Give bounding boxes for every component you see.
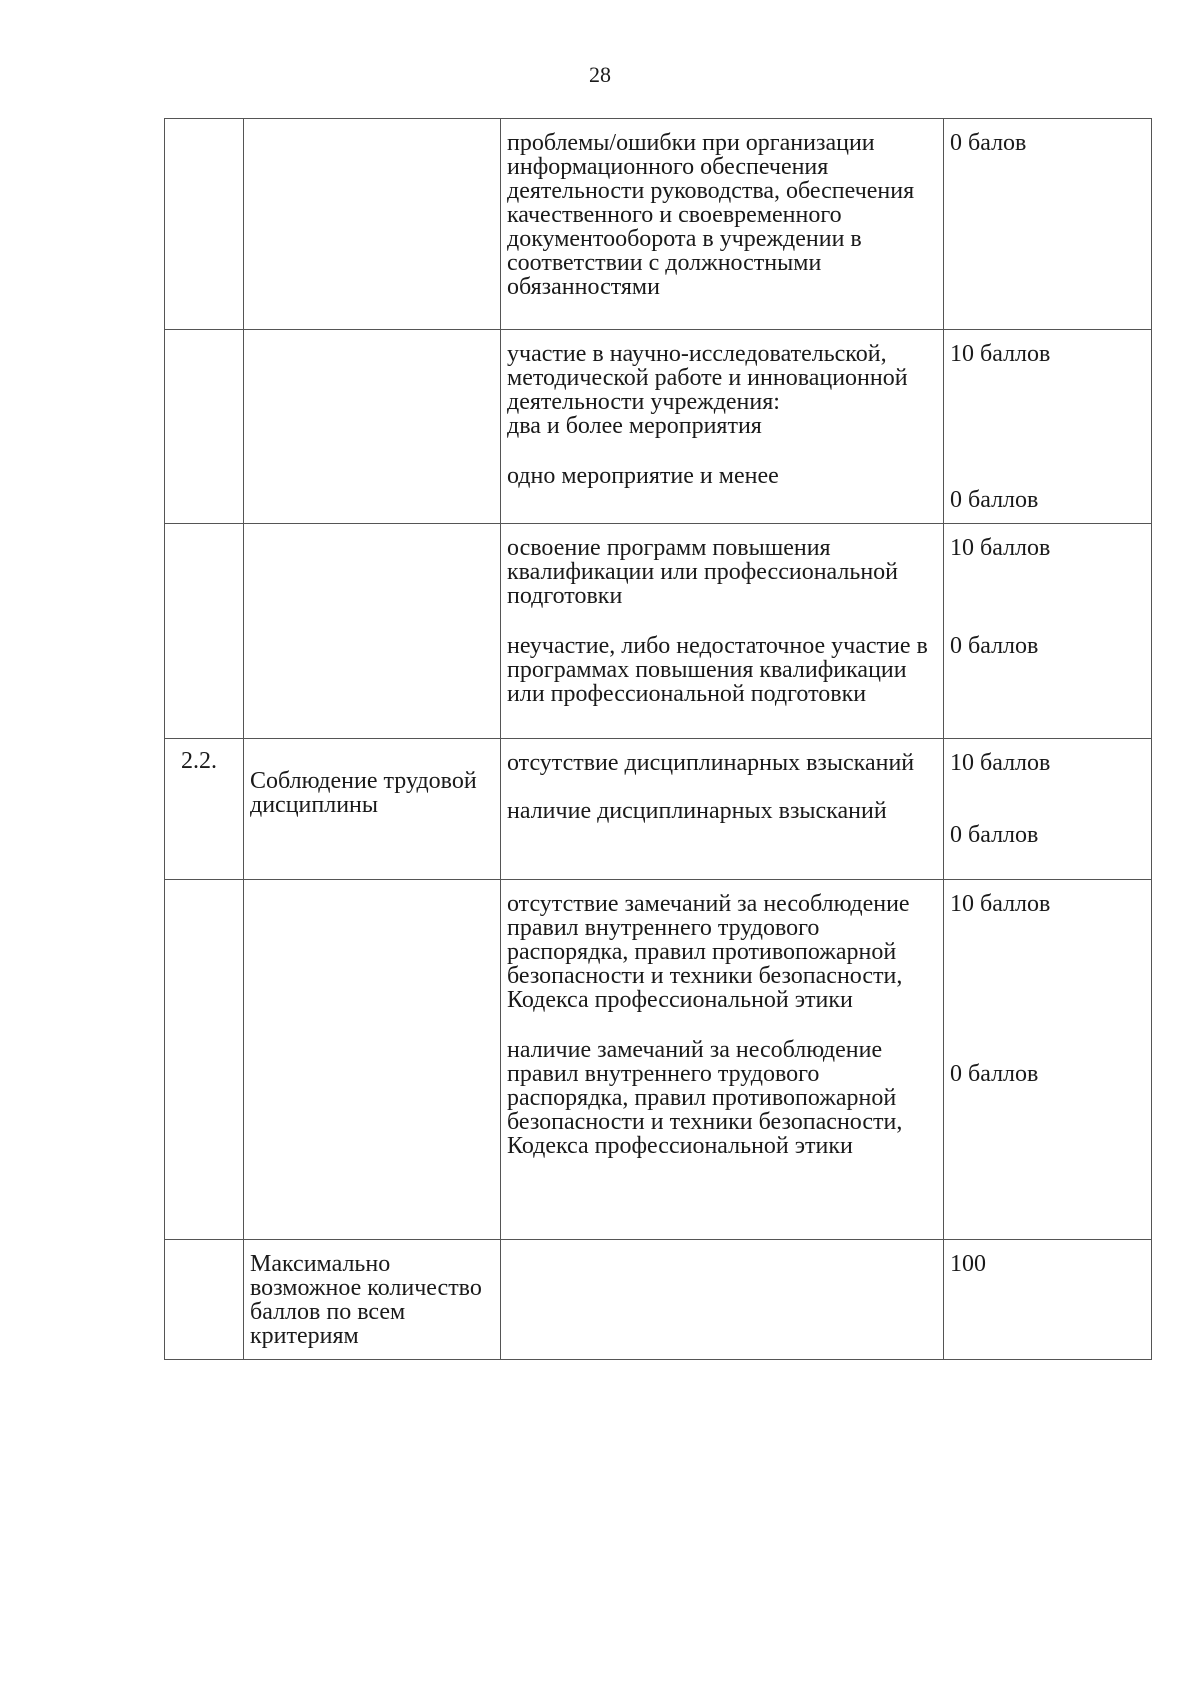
criterion-cell xyxy=(244,119,501,330)
number-cell xyxy=(165,330,244,524)
number-cell xyxy=(165,1240,244,1360)
score-value: 0 баллов xyxy=(950,822,1039,848)
criterion-text: Соблюдение трудовой дисциплины xyxy=(250,768,477,818)
score-value: 10 баллов xyxy=(950,535,1051,561)
indicator-text: наличие дисциплинарных взысканий xyxy=(507,798,887,824)
criterion-cell xyxy=(244,1240,501,1360)
indicator-cell xyxy=(501,880,944,1240)
number-cell xyxy=(165,119,244,330)
score-cell xyxy=(944,524,1152,739)
indicator-text: неучастие, либо недостаточное участие в программах повышения квалификации или профессиональной подготовки xyxy=(507,633,928,707)
criterion-cell xyxy=(244,330,501,524)
indicator-cell xyxy=(501,1240,944,1360)
score-value: 0 баллов xyxy=(950,487,1039,513)
indicator-cell xyxy=(501,119,944,330)
criterion-text: Максимально возможное количество баллов по всем критериям xyxy=(250,1251,482,1349)
score-cell xyxy=(944,330,1152,524)
indicator-cell xyxy=(501,739,944,880)
score-value: 0 баллов xyxy=(950,1061,1039,1087)
indicator-text: отсутствие замечаний за несоблюдение правил внутреннего трудового распорядка, правил противопожарной безопасности и техники безопасности, Кодекса профессиональной этики xyxy=(507,891,910,1013)
indicator-text: проблемы/ошибки при организации информационного обеспечения деятельности руководства, обеспечения качественного и своевременного документооборота в учреждении в соответствии с должностными обязанностями xyxy=(507,130,915,300)
score-value: 0 балов xyxy=(950,130,1027,156)
score-cell xyxy=(944,739,1152,880)
indicator-text: отсутствие дисциплинарных взысканий xyxy=(507,750,915,776)
indicator-text: два и более мероприятия xyxy=(507,413,762,439)
indicator-text: одно мероприятие и менее xyxy=(507,463,779,489)
number-cell xyxy=(165,524,244,739)
page-number: 28 xyxy=(589,62,611,87)
indicator-text: освоение программ повышения квалификации или профессиональной подготовки xyxy=(507,535,899,609)
score-cell xyxy=(944,880,1152,1240)
score-value: 0 баллов xyxy=(950,633,1039,659)
table-row xyxy=(165,119,1152,330)
indicator-text: наличие замечаний за несоблюдение правил внутреннего трудового распорядка, правил противопожарной безопасности и техники безопасности, Кодекса профессиональной этики xyxy=(507,1037,903,1159)
table-row xyxy=(165,739,1152,880)
table-row xyxy=(165,524,1152,739)
table-row xyxy=(165,330,1152,524)
criteria-table xyxy=(164,118,1152,1360)
table-row xyxy=(165,880,1152,1240)
table-row xyxy=(165,1240,1152,1360)
score-cell xyxy=(944,119,1152,330)
score-total: 100 xyxy=(950,1251,986,1277)
number-cell xyxy=(165,739,244,880)
indicator-cell xyxy=(501,330,944,524)
score-value: 10 баллов xyxy=(950,750,1051,776)
indicator-text: участие в научно-исследовательской, методической работе и инновационной деятельности учреждения: xyxy=(507,341,908,415)
score-cell xyxy=(944,1240,1152,1360)
criterion-cell xyxy=(244,739,501,880)
item-number: 2.2. xyxy=(181,748,217,774)
score-value: 10 баллов xyxy=(950,341,1051,367)
criterion-cell xyxy=(244,880,501,1240)
score-value: 10 баллов xyxy=(950,891,1051,917)
indicator-cell xyxy=(501,524,944,739)
number-cell xyxy=(165,880,244,1240)
criterion-cell xyxy=(244,524,501,739)
